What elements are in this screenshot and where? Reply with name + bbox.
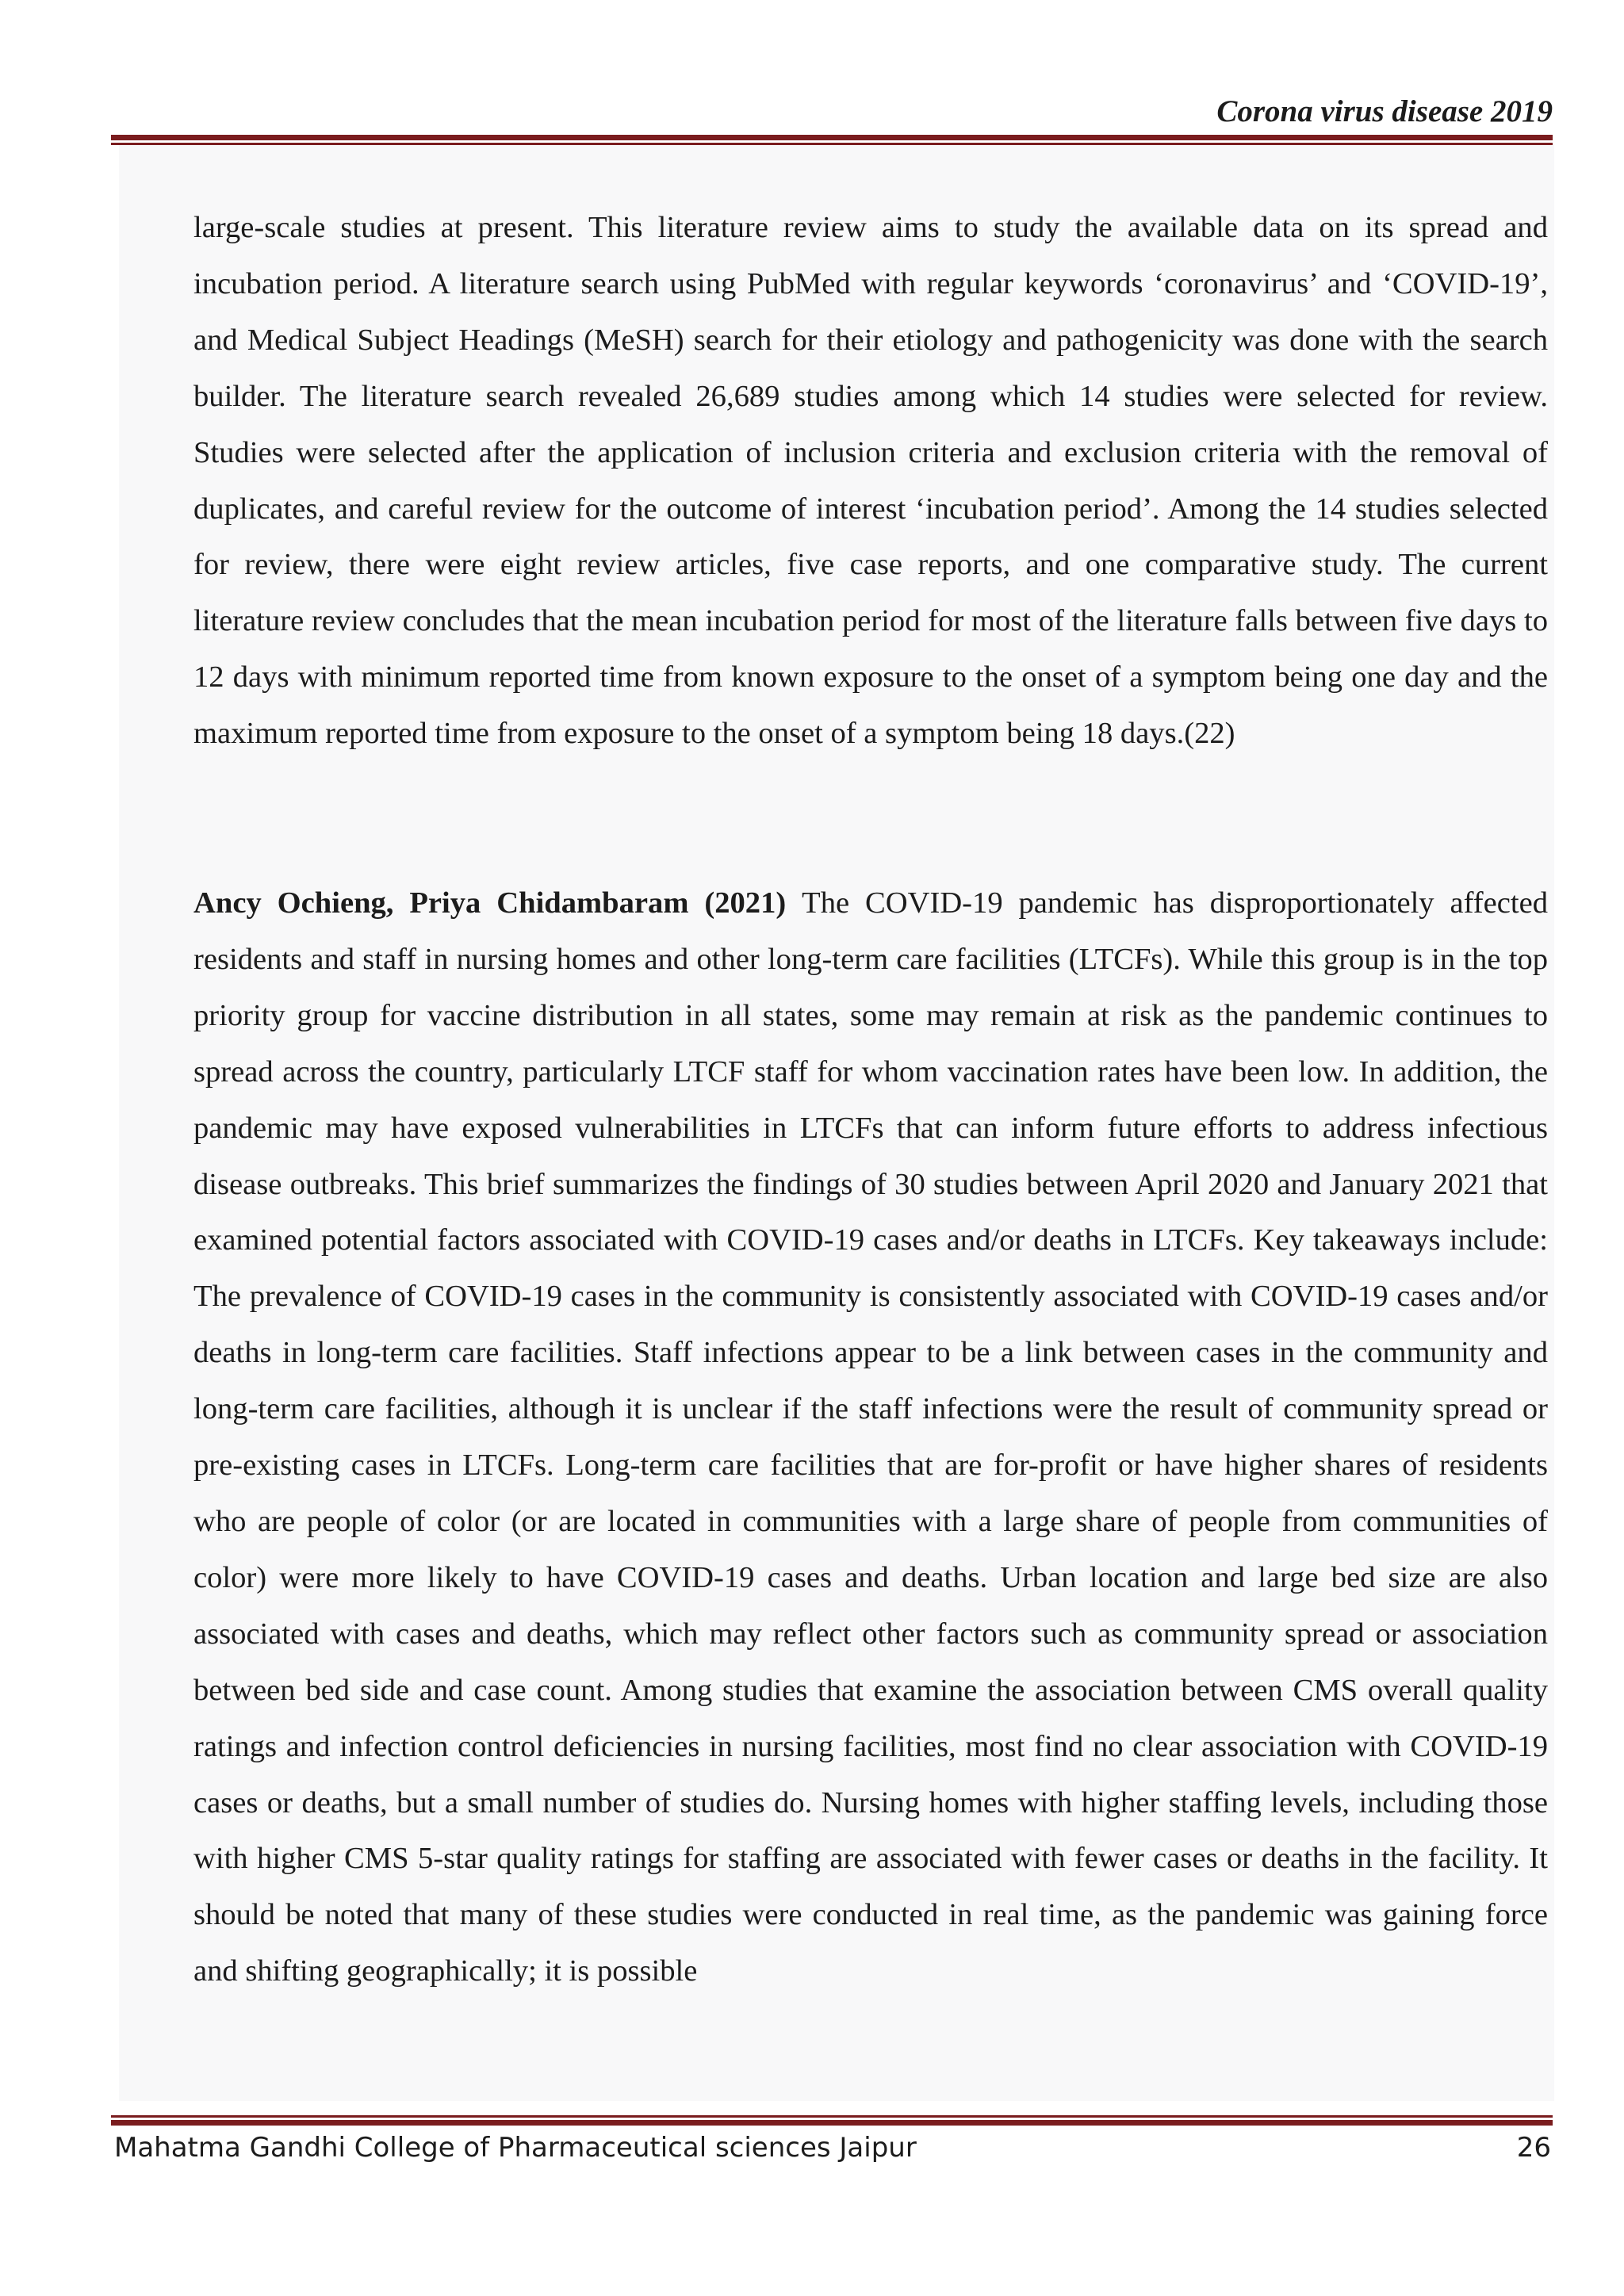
header-divider [111, 135, 1553, 145]
paragraph-text: The COVID-19 pandemic has disproportionately affected residents and staff in nursing homes and other long-term care facilities (LTCFs). While this group is in the top priority group for vaccine distribution in all states, some may remain at risk as the pandemic continues to spread across the country, particularly LTCF staff for whom vaccination rates have been low. In addition, the pandemic may have exposed vulnerabilities in LTCFs that can inform future efforts to address infectious disease outbreaks. This brief summarizes the findings of 30 studies between April 2020 and January 2021 that examined potential factors associated with COVID-19 cases and/or deaths in LTCFs. Key takeaways include: The prevalence of COVID-19 cases in the community is consistently associated with COVID-19 cases and/or deaths in long-term care facilities. Staff infections appear to be a link between cases in the community and long-term care facilities, although it is unclear if the staff infections were the result of community spread or pre-existing cases in LTCFs. Long-term care facilities that are for-profit or have higher shares of residents who are people of color (or are located in communities with a large share of people from communities of color) were more likely to have COVID-19 cases and deaths. Urban location and large bed size are also associated with cases and deaths, which may reflect other factors such as community spread or association between bed side and case count. Among studies that examine the association between CMS overall quality ratings and infection control deficiencies in nursing facilities, most find no clear association with COVID-19 cases or deaths, but a small number of studies do. Nursing homes with higher staffing levels, including those with higher CMS 5-star quality ratings for staffing are associated with fewer cases or deaths in the facility. It should be noted that many of these studies were conducted in real time, as the pandemic was gaining force and shifting geographically; it is possible [193, 886, 1548, 1988]
page-number: 26 [1516, 2132, 1551, 2164]
paragraph-incubation-review [193, 200, 1548, 762]
paragraph-ltcf-review [193, 875, 1548, 1999]
running-header-title: Corona virus disease 2019 [1216, 94, 1553, 128]
footer-divider [111, 2115, 1553, 2126]
paragraph-text: large-scale studies at present. This literature review aims to study the available data on its spread and incubation period. A literature search using PubMed with regular keywords ‘coronavirus’ and ‘COVID-19’, and Medical Subject Headings (MeSH) search for their etiology and pathogenicity was done with the search builder. The literature search revealed 26,689 studies among which 14 studies were selected for review. Studies were selected after the application of inclusion criteria and exclusion criteria with the removal of duplicates, and careful review for the outcome of interest ‘incubation period’. Among the 14 studies selected for review, there were eight review articles, five case reports, and one comparative study. The current literature review concludes that the mean incubation period for most of the literature falls between five days to 12 days with minimum reported time from known exposure to the onset of a symptom being one day and the maximum reported time from exposure to the onset of a symptom being 18 days.(22) [193, 211, 1548, 751]
footer-institution: Mahatma Gandhi College of Pharmaceutical sciences Jaipur [114, 2132, 917, 2164]
paragraph-author-citation: Ancy Ochieng, Priya Chidambaram (2021) [193, 886, 802, 920]
